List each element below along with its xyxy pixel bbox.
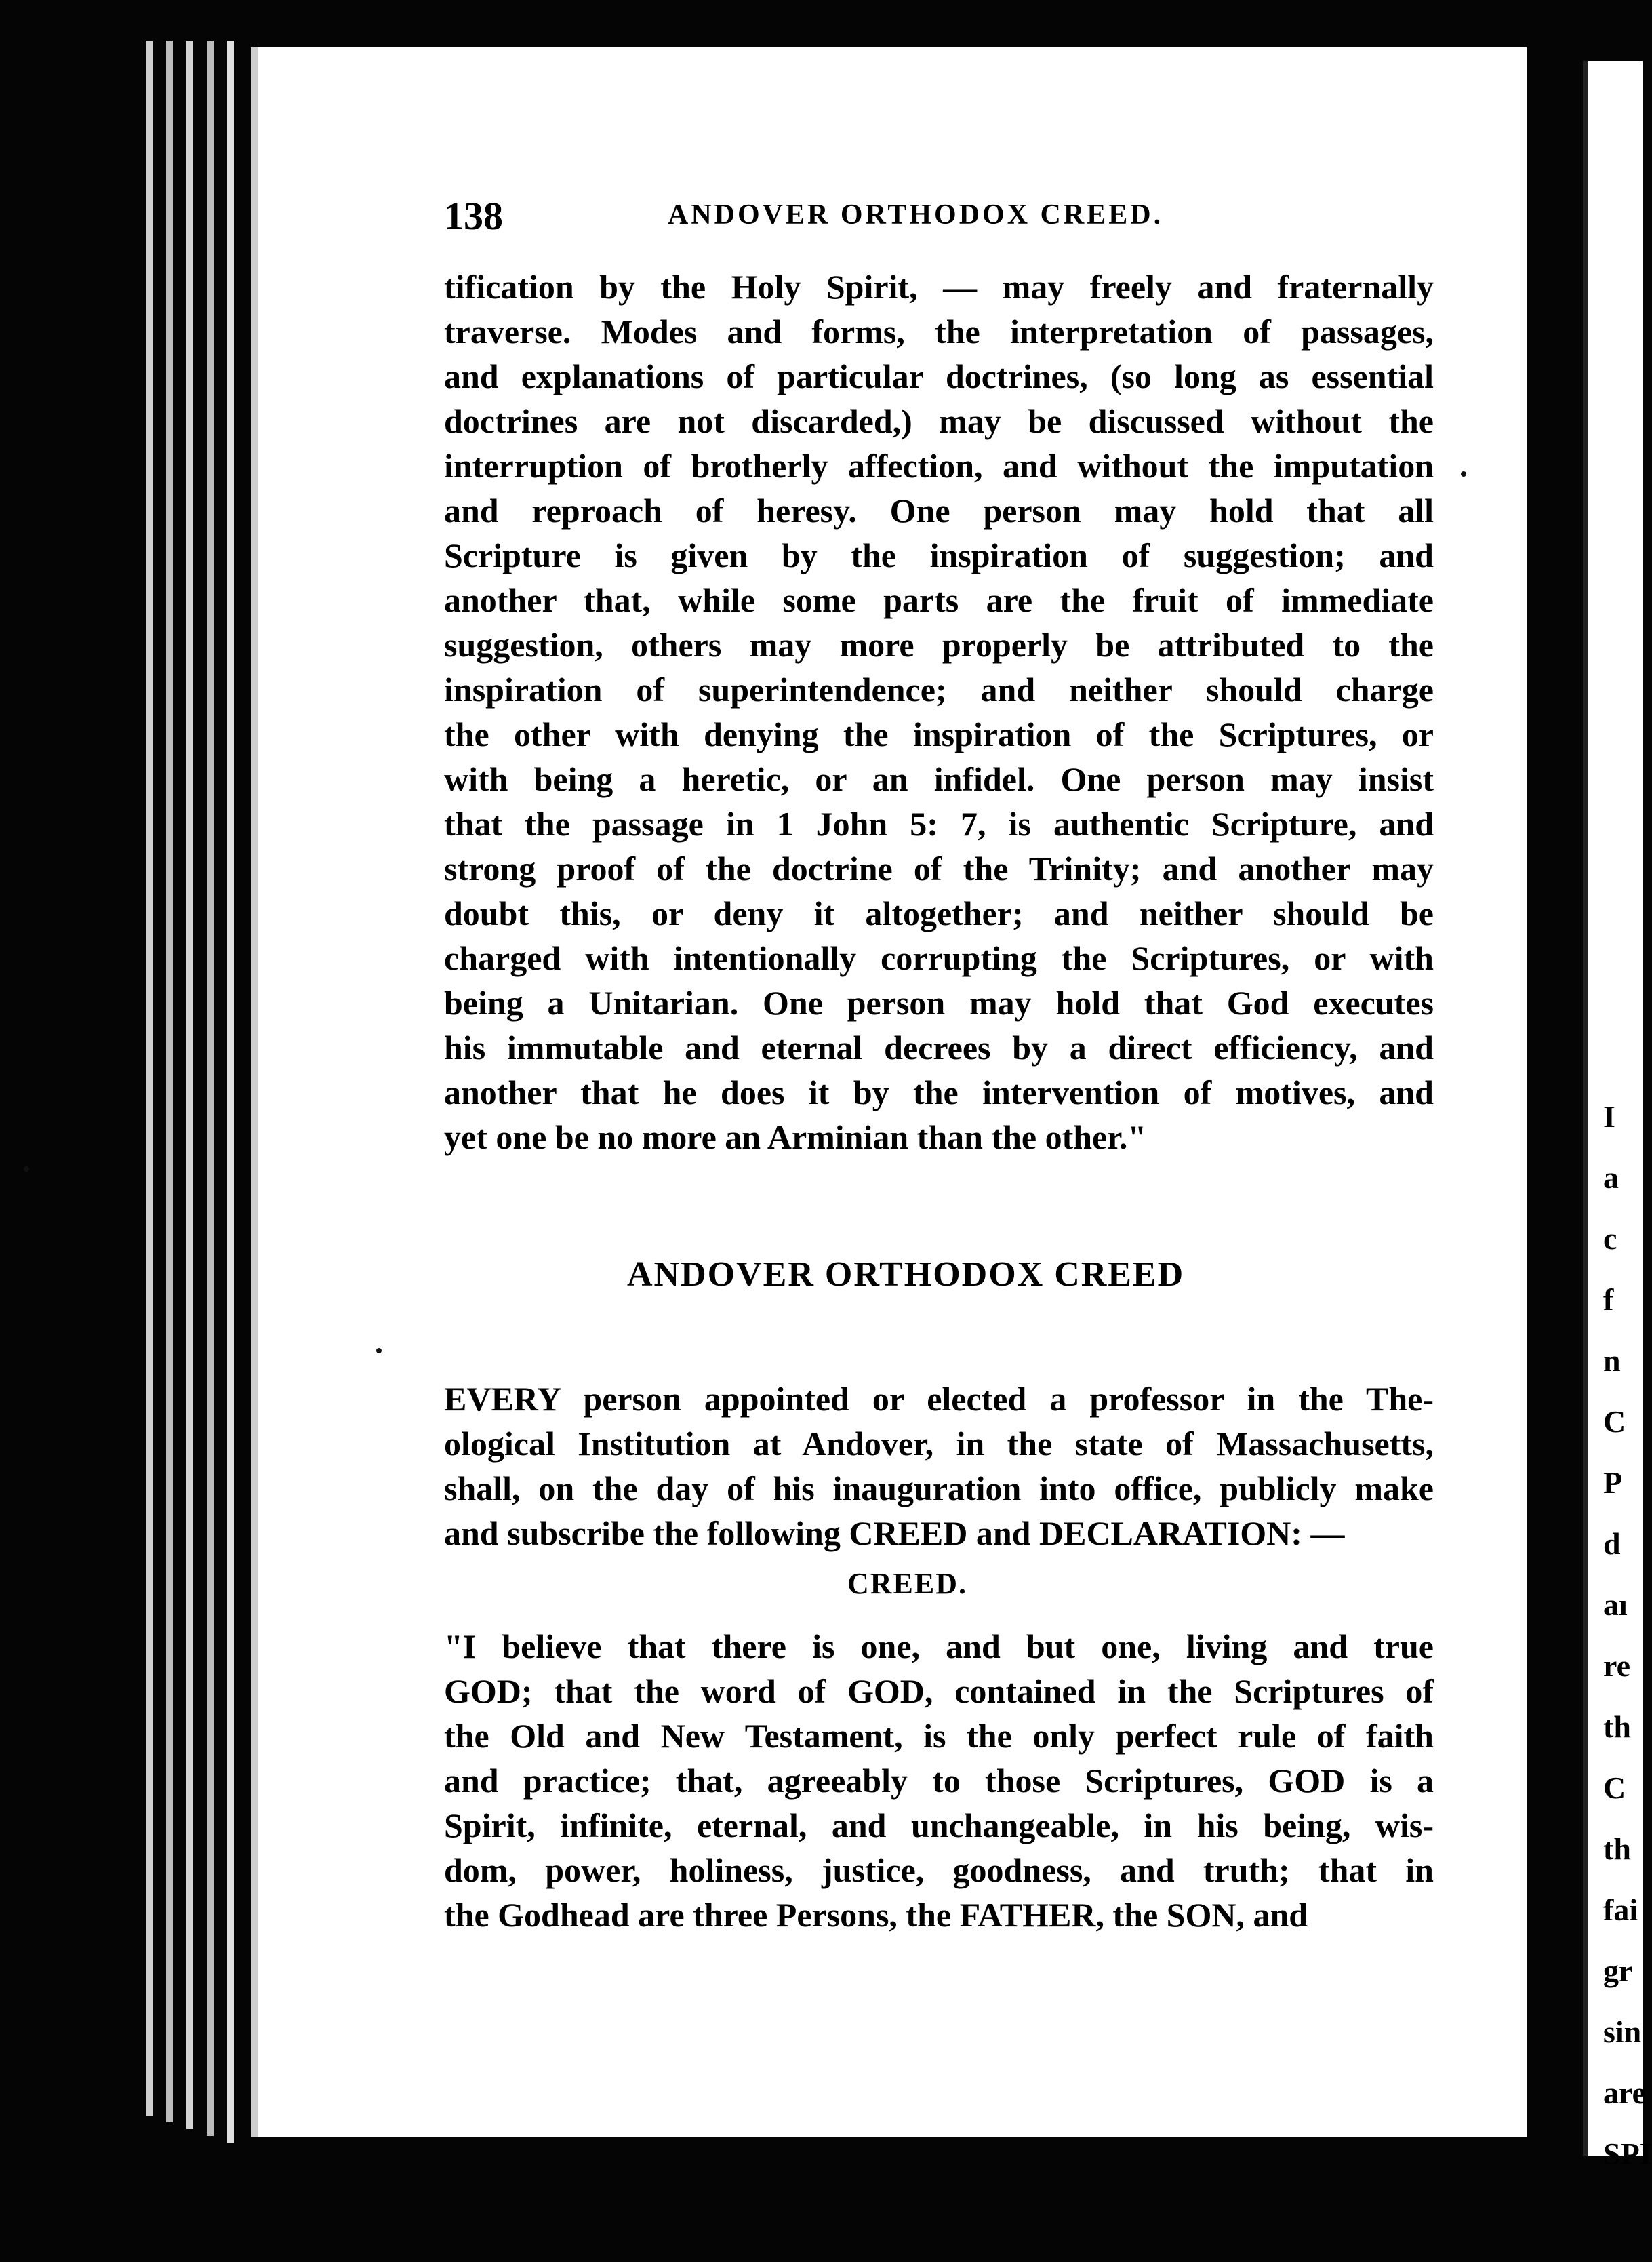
creed-subheading: CREED. xyxy=(847,1567,968,1600)
text-line: and practice; that, agreeably to those Scriptures, GOD is a xyxy=(444,1762,1434,1800)
text-line: traverse. Modes and forms, the interpretation of passages, xyxy=(444,313,1434,351)
page-edge xyxy=(207,41,214,2136)
page-edge xyxy=(166,41,173,2122)
facing-page-fragment: I xyxy=(1603,1099,1615,1134)
section-title: ANDOVER ORTHODOX CREED xyxy=(627,1255,1185,1294)
text-line: yet one be no more an Arminian than the other." xyxy=(444,1118,1147,1156)
text-line: the Godhead are three Persons, the FATHER, the SON, and xyxy=(444,1896,1308,1934)
text-line: the Old and New Testament, is the only perfect rule of faith xyxy=(444,1717,1434,1755)
text-line: interruption of brotherly affection, and without the imputation xyxy=(444,447,1434,485)
facing-page-fragment: C xyxy=(1603,1770,1626,1805)
facing-page-fragment: are xyxy=(1603,2076,1647,2110)
facing-page-fragment: d xyxy=(1603,1526,1621,1561)
text-line: and reproach of heresy. One person may hold that all xyxy=(444,492,1434,530)
text-line: inspiration of superintendence; and neither should charge xyxy=(444,671,1434,709)
facing-page-fragment: c xyxy=(1603,1221,1617,1256)
text-line: the other with denying the inspiration of the Scriptures, or xyxy=(444,715,1434,753)
facing-page-fragment: n xyxy=(1603,1343,1621,1378)
facing-page-fragment: C xyxy=(1603,1404,1626,1439)
facing-page-fragment: a xyxy=(1603,1160,1619,1195)
text-line: with being a heretic, or an infidel. One person may insist xyxy=(444,760,1434,798)
facing-page-fragment: aı xyxy=(1603,1587,1628,1622)
page-edge xyxy=(227,41,234,2143)
speck xyxy=(1461,471,1466,477)
text-line: suggestion, others may more properly be attributed to the xyxy=(444,626,1434,664)
text-line: EVERY person appointed or elected a professor in the The- xyxy=(444,1380,1434,1418)
text-line: Spirit, infinite, eternal, and unchangeable, in his being, wis- xyxy=(444,1806,1434,1844)
page-number: 138 xyxy=(444,194,503,238)
facing-page-fragment: sin xyxy=(1603,2015,1642,2049)
text-line: dom, power, holiness, justice, goodness, and truth; that in xyxy=(444,1851,1434,1889)
text-line: being a Unitarian. One person may hold that God executes xyxy=(444,984,1434,1022)
text-line: GOD; that the word of GOD, contained in the Scriptures of xyxy=(444,1672,1434,1710)
facing-page-fragment: th xyxy=(1603,1831,1631,1866)
text-line: "I believe that there is one, and but one, living and true xyxy=(444,1627,1434,1665)
page-header xyxy=(444,193,1420,247)
speck xyxy=(376,1348,382,1353)
book-page xyxy=(251,47,1527,2137)
text-line: strong proof of the doctrine of the Trinity; and another may xyxy=(444,850,1434,888)
paragraph-continued xyxy=(444,264,1434,1159)
text-line: doubt this, or deny it altogether; and neither should be xyxy=(444,894,1434,932)
text-line: Scripture is given by the inspiration of suggestion; and xyxy=(444,536,1434,574)
paragraph-creed xyxy=(444,1624,1434,1937)
text-line: another that he does it by the intervention of motives, and xyxy=(444,1073,1434,1111)
facing-page-fragment: P xyxy=(1603,1465,1623,1500)
paragraph-introduction xyxy=(444,1376,1434,1555)
facing-page-fragment: fai xyxy=(1603,1892,1638,1927)
running-head: ANDOVER ORTHODOX CREED. xyxy=(668,199,1164,231)
page-edge xyxy=(186,41,193,2129)
speck xyxy=(24,1166,29,1172)
text-line: and subscribe the following CREED and DECLARATION: — xyxy=(444,1514,1345,1552)
text-line: doctrines are not discarded,) may be discussed without the xyxy=(444,402,1434,440)
text-line: his immutable and eternal decrees by a direct efficiency, and xyxy=(444,1029,1434,1067)
text-line: another that, while some parts are the fruit of immediate xyxy=(444,581,1434,619)
facing-page-fragment: re xyxy=(1603,1648,1631,1683)
facing-page-fragment: th xyxy=(1603,1709,1631,1744)
text-line: shall, on the day of his inauguration into office, publicly make xyxy=(444,1469,1434,1507)
text-line: and explanations of particular doctrines, (so long as essential xyxy=(444,357,1434,395)
text-line: charged with intentionally corrupting the Scriptures, or with xyxy=(444,939,1434,977)
page-edge xyxy=(146,41,153,2116)
facing-page-fragment: gr xyxy=(1603,1953,1633,1988)
text-line: ological Institution at Andover, in the state of Massachusetts, xyxy=(444,1425,1434,1463)
facing-page-fragment: SPI xyxy=(1603,2137,1652,2171)
facing-page-fragment: f xyxy=(1603,1282,1614,1317)
text-line: that the passage in 1 John 5: 7, is authentic Scripture, and xyxy=(444,805,1434,843)
text-line: tification by the Holy Spirit, — may freely and fraternally xyxy=(444,268,1434,306)
